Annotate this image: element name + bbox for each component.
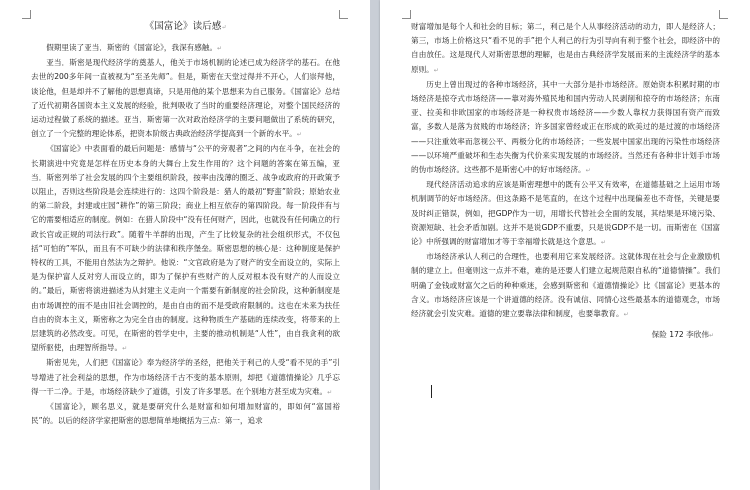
paragraph-mark: ↵ — [296, 131, 302, 139]
document-title: 《国富论》读后感 — [144, 21, 222, 32]
paragraph-mark: ↵ — [327, 388, 333, 396]
crop-mark — [22, 10, 31, 19]
crop-mark — [402, 10, 411, 19]
paragraph-mark: ↵ — [122, 345, 128, 353]
page-content[interactable] — [411, 20, 720, 488]
paragraph: 现代经济活动追求的应该是斯密理想中的既有公平又有效率，在道德基础之上运用市场机制调节的好市场经济。但这条路不是笔直的，在这个过程中出现偏差也不奇怪，关键是要及时纠正错误，例如，把GDP作为一切，用增长代替社会全面的发展，其结果是环境污染、资源短缺、社会矛盾加剧。这并不是说GDP不重要，只是说GDP不是一切。而斯密在《国富论》中所强调的财富增加才等于幸福增长就是这个意思。 — [411, 180, 720, 247]
paragraph-mark: ↵ — [433, 66, 439, 74]
paragraph: 斯密见先，人们把《国富论》奉为经济学的圣经，把他关于利己的人受“看不见的手”引导增进了社会利益的思想，作为市场经济千古不变的基本原则，却把《道德情操论》几乎忘得一干二净。于是，市场经济缺少了道德，引发了许多罪恶。在个别地方甚至成为灾难。 — [31, 358, 340, 396]
paragraph: 《国富论》中表面看的最后问题是：感情与“公平的旁观者”之间的内在斗争，在社会的长期演进中究竟是怎样在历史本身的大舞台上发生作用的？这个问题的答案在第五编，亚当．斯密列举了社会发展的四个主要组织阶段，按率由浅薄的圈乏、战争或政府的开政策予以阻止，否则这些阶段是会连续进行的：这四个阶段是：猎人的最初“野蛮”阶段；原始农业的第二阶段，封建或庄园“耕作”的第三阶段；商业上相互依存的第四阶段。每一阶段伴有与它的需要相适应的制度。例如：在猎人阶段中“没有任何财产，因此，也就没有任何确立的行政长官或正规的司法行政”。随着牛羊群的出现，产生了比较复杂的社会组织形式，不仅包括“可怕的”军队，而且有不可缺少的法律和秩序堡垒。斯密思想的核心是：这种制度是保护特权的工具，不能用自然法为之辩护。他说：“文官政府是为了财产的安全而设立的，实际上是为保护富人反对穷人而设立的，即为了保护有些财产的人反对根本没有财产的人而设立的。”最后，斯密将演进描述为从封建主义走向一个需要有新制度的社会阶段，这种新制度是由市场调控的而不是由旧社会调控的，是由自由的而不是受政府限制的。这也在未来为扶任自由的资本主义，斯密称之为完全自由的制度。这种物质生产基础的连续改变，将带来的上层建筑的必然改变。可见，在斯密的哲学史中，主要的推动机制是“人性”，由自我贪利的欲望所驱使，由理智所指导。 — [31, 144, 340, 353]
paragraph: 《国富论》，顾名思义，就是要研究什么是财富和如何增加财富的，即如何“富国裕民”的。以后的经济学家把斯密的思想简单地概括为三点：第一，追求 — [31, 402, 340, 426]
page-gutter — [370, 0, 380, 490]
paragraph: 假期里读了亚当．斯密的《国富论》，我深有感触。 — [46, 43, 218, 52]
paragraph: 财富增加是每个人和社会的目标；第二，利己是个人从事经济活动的动力，即人是经济人；第三，市场上价格这只“看不见的手”把个人利己的行为引导向有利于整个社会，即经济中的自由放任。这是现代人对斯密思想的理解，也是由古典经济学发展而来的主流经济学的基本原则。 — [411, 22, 720, 74]
text-cursor — [431, 385, 432, 398]
paragraph-mark: ↵ — [221, 24, 227, 31]
crop-mark — [719, 10, 728, 19]
page-content[interactable] — [31, 20, 340, 488]
paragraph: 亚当．斯密是现代经济学的奠基人，他关于市场机制的论述已成为经济学的基石。在他去世的200多年间一直被视为“至圣先师”。但是，斯密在天堂过得并不开心，人们崇拜他，谈论他，但是却并不了解他的思想真谛，只是用他的某个思想来为自己服务。《国富论》总结了近代初期各国资本主义发展的经验，批判吸收了当时的重要经济理论，对整个国民经济的运动过程做了系统的描述。亚当．斯密第一次对政治经济学的主要问题做出了系统的研究，创立了一个完整的理论体系，把资本阶级古典政治经济学提高到一个新的水平。 — [31, 58, 340, 139]
crop-mark — [339, 10, 348, 19]
paragraph-mark: ↵ — [600, 239, 606, 247]
document-page-right — [380, 0, 750, 490]
paragraph: 历史上曾出现过的各种市场经济，其中一大部分是扑市场经济。原始资本积累时期的市场经济是掠夺式市场经济——靠对海外殖民地和国内劳动人民剥削和掠夺的市场经济；东南亚、拉美和非欧国家的市场经济是一种权贵市场经济——少数人靠权力获得国有资产而致富，多数人是落为贫贱的市场经济；许多国家曾经或正在形成的欧美过的是过渡的市场经济——只注重效率而忽视公平、两极分化的市场经济；一些发展中国家出现的污染性市场经济——以环境严重破坏和生态失衡为代价来实现发展的市场经济。当然还有各种非计划手市场的伪市场经济。这些都不是斯密心中的好市场经济。 — [411, 79, 720, 175]
paragraph-mark: ↵ — [217, 45, 223, 52]
paragraph-mark: ↵ — [708, 332, 714, 340]
document-page-left — [0, 0, 370, 490]
author-signature: 保险 172 李欣伟 — [651, 330, 709, 340]
paragraph-mark: ↵ — [623, 311, 629, 319]
paragraph: 市场经济承认人利己的合理性，也要利用它来发展经济。这就体现在社会与企业激励机制的建立上。但毫则这一点并不难，难的是还要人们建立起规范限自私的“道德情操”。我们明确了金钱或财富欠之后的种种乘迷，会感到斯密和《道德情操论》比《国富论》更基本的含义。市场经济应该是一个讲道德的经济。没有诚信、同情心这些最基本的道德观念，市场经济就会引发灾难。道德的建立要靠法律和制度，也要靠教育。 — [411, 252, 720, 319]
paragraph-mark: ↵ — [585, 167, 591, 175]
